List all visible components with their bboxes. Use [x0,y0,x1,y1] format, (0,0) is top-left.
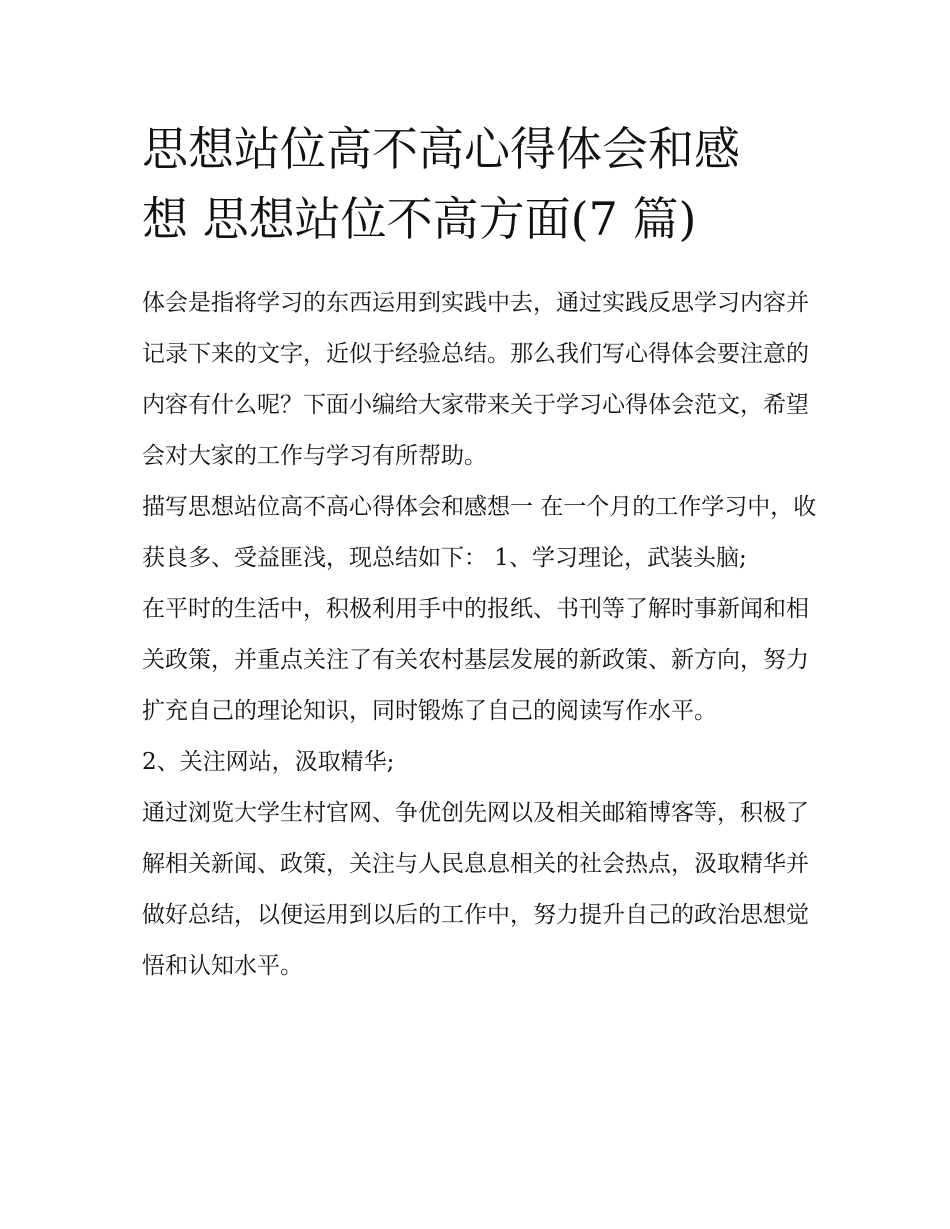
document-title [142,114,822,254]
paragraph-4: 通过浏览大学生村官网、争优创先网以及相关邮箱博客等，积极了解相关新闻、政策，关注与人民息息相关的社会热点，汲取精华并做好总结，以便运用到以后的工作中，努力提升自己的政治思想觉悟和认知水平。 [142,800,809,979]
paragraph-intro: 体会是指将学习的东西运用到实践中去，通过实践反思学习内容并记录下来的文字，近似于经验总结。那么我们写心得体会要注意的内容有什么呢？下面小编给大家带来关于学习心得体会范文，希望会对大家的工作与学习有所帮助。 [142,290,809,469]
title-line-2: 想 思想站位不高方面(7 篇) [142,192,697,246]
paragraph-3: 2、关注网站，汲取精华; [142,749,395,775]
paragraph-2: 在平时的生活中，积极利用手中的报纸、书刊等了解时事新闻和相关政策，并重点关注了有关农村基层发展的新政策、新方向，努力扩充自己的理论知识，同时锻炼了自己的阅读写作水平。 [142,596,809,724]
title-line-1: 思想站位高不高心得体会和感 [142,122,740,176]
document-body [142,278,822,992]
paragraph-1: 描写思想站位高不高心得体会和感想一 在一个月的工作学习中，收获良多、受益匪浅，现总结如下： 1、学习理论，武装头脑; [142,494,817,571]
